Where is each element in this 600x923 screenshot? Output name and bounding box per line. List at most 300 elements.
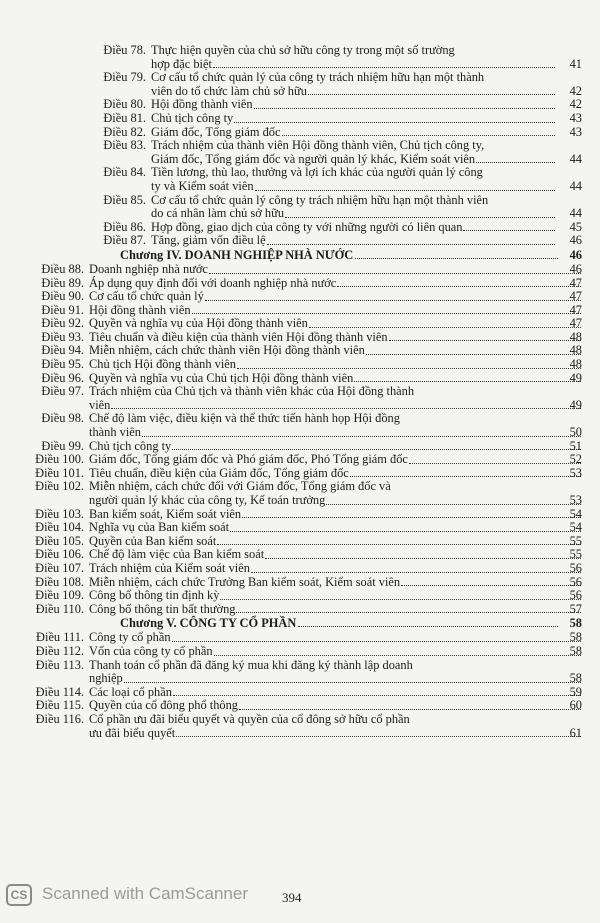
article-page-number: 49: [569, 397, 582, 412]
article-title: [146, 139, 556, 166]
toc-entry: [62, 166, 600, 193]
article-label: Điều 86.: [103, 219, 146, 234]
article-title-line: [89, 535, 582, 549]
article-label: Điều 79.: [103, 70, 146, 85]
article-label: Điều 88.: [41, 261, 84, 276]
chapter-title: Chương IV. DOANH NGHIỆP NHÀ NƯỚC: [120, 247, 354, 262]
article-label: Điều 102.: [35, 479, 84, 494]
article-label: Điều 95.: [41, 357, 84, 372]
article-title: [146, 221, 556, 235]
article-title-line: [151, 139, 556, 153]
article-title: [146, 194, 556, 221]
article-title-line: [89, 372, 582, 386]
article-title-line: [89, 699, 582, 713]
article-title-text: Hợp đồng, giao dịch của công ty với những người có liên quan: [151, 219, 463, 234]
article-title-text: Ban kiểm soát, Kiểm soát viên: [89, 506, 242, 521]
article-title: [146, 126, 556, 140]
table-of-contents: [0, 44, 600, 740]
article-title: [84, 304, 582, 318]
article-title-text: người quản lý khác của công ty, Kế toán trưởng: [89, 493, 326, 507]
toc-chapter-heading: [120, 248, 582, 263]
article-title: [84, 686, 582, 700]
article-title: [84, 659, 582, 686]
dot-leader: [285, 207, 555, 218]
article-page-number: 41: [569, 56, 582, 71]
article-label: Điều 87.: [103, 233, 146, 248]
article-label: Điều 85.: [103, 192, 146, 207]
article-title-line: [151, 153, 556, 167]
article-title-text: Quyền của Ban kiểm soát: [89, 533, 217, 548]
article-title: [84, 713, 582, 740]
article-label: Điều 109.: [35, 588, 84, 603]
article-title-text: Thực hiện quyền của chủ sở hữu công ty trong một số trường: [151, 43, 455, 57]
scanner-watermark: Scanned with CamScanner: [42, 884, 249, 903]
article-page-number: 42: [569, 97, 582, 112]
toc-chapter-heading: [120, 616, 582, 631]
article-label: Điều 107.: [35, 560, 84, 575]
article-page-number: 56: [569, 574, 582, 589]
dot-leader: [213, 58, 555, 69]
article-title-text: Trách nhiệm của Kiểm soát viên: [89, 560, 250, 575]
dot-leader: [251, 562, 581, 573]
article-page-number: 59: [569, 684, 582, 699]
article-label: Điều 115.: [35, 698, 84, 713]
article-page-number: 51: [569, 438, 582, 453]
dot-leader: [217, 535, 581, 546]
article-title-text: ưu đãi biểu quyết: [89, 725, 176, 740]
article-title-line: [89, 467, 582, 481]
article-title-line: [89, 304, 582, 318]
toc-entry: [0, 453, 600, 467]
article-label: Điều 106.: [35, 547, 84, 562]
toc-entry: [0, 645, 600, 659]
article-title-text: Miễn nhiệm, cách chức thành viên Hội đồng thành viên: [89, 343, 365, 358]
article-title-line: [89, 358, 582, 372]
toc-entry: [0, 304, 600, 318]
article-page-number: 56: [569, 560, 582, 575]
toc-entry: [0, 331, 600, 345]
article-page-number: 47: [569, 289, 582, 304]
dot-leader: [173, 686, 581, 697]
article-title-text: Áp dụng quy định đối với doanh nghiệp nhà nước: [89, 275, 337, 290]
toc-entry: [0, 548, 600, 562]
dot-leader: [234, 112, 555, 123]
toc-entry: [62, 221, 600, 235]
dot-leader: [172, 440, 581, 451]
article-page-number: 44: [569, 178, 582, 193]
dot-leader: [209, 263, 581, 274]
article-title-text: Trách nhiệm của thành viên Hội đồng thành viên, Chủ tịch công ty,: [151, 138, 485, 153]
dot-leader: [239, 699, 581, 710]
toc-entry: [0, 713, 600, 740]
article-title-line: [151, 166, 556, 180]
article-label: Điều 104.: [35, 520, 84, 535]
article-page-number: 46: [569, 233, 582, 248]
toc-entry: [0, 699, 600, 713]
article-label: Điều 78.: [103, 43, 146, 57]
article-title-text: Chế độ làm việc của Ban kiểm soát: [89, 547, 265, 562]
article-page-number: 60: [569, 698, 582, 713]
article-title: [84, 645, 582, 659]
article-page-number: 53: [569, 465, 582, 480]
article-title-text: Quyền và nghĩa vụ của Chủ tịch Hội đồng thành viên: [89, 370, 354, 385]
article-title-line: [89, 576, 582, 590]
article-title: [84, 453, 582, 467]
toc-entry: [0, 686, 600, 700]
article-title-text: Chủ tịch công ty: [151, 110, 234, 125]
article-title: [84, 535, 582, 549]
article-title: [84, 699, 582, 713]
article-title-text: Công bố thông tin định kỳ: [89, 588, 220, 603]
article-label: Điều 94.: [41, 343, 84, 358]
toc-entry: [62, 139, 600, 166]
article-title-line: [89, 603, 582, 617]
article-title-line: [89, 727, 582, 741]
article-title-text: Công bố thông tin bất thường: [89, 601, 236, 616]
article-title: [84, 521, 582, 535]
article-title-line: [151, 194, 556, 208]
article-title-text: Giám đốc, Tổng giám đốc: [151, 124, 281, 139]
article-title: [84, 317, 582, 331]
dot-leader: [366, 344, 581, 355]
article-title-text: Cơ cấu tổ chức quản lý của công ty trách nhiệm hữu hạn một thành: [151, 70, 485, 85]
article-title-text: Miễn nhiệm, cách chức đối với Giám đốc, Tổng giám đốc và: [89, 479, 391, 494]
dot-leader: [282, 126, 555, 137]
article-page-number: 54: [569, 520, 582, 535]
article-title-line: [151, 44, 556, 58]
article-label: Điều 93.: [41, 329, 84, 344]
dot-leader: [176, 727, 581, 738]
article-title: [84, 480, 582, 507]
dot-leader: [214, 645, 581, 656]
article-title-text: Giám đốc, Tổng giám đốc và Phó giám đốc, Phó Tổng giám đốc: [89, 452, 408, 467]
toc-entry: [0, 467, 600, 481]
toc-entry: [0, 358, 600, 372]
article-title-text: Hội đồng thành viên: [89, 302, 191, 317]
article-title-line: [89, 277, 582, 291]
dot-leader: [255, 180, 555, 191]
article-label: Điều 92.: [41, 316, 84, 331]
dot-leader: [172, 631, 581, 642]
toc-entry: [62, 112, 600, 126]
article-title-line: [89, 672, 582, 686]
article-label: Điều 97.: [41, 384, 84, 399]
article-title: [146, 112, 556, 126]
article-label: Điều 111.: [36, 630, 84, 645]
dot-leader: [237, 358, 581, 369]
article-title-text: nghiệp: [89, 671, 123, 686]
article-page-number: 47: [569, 316, 582, 331]
article-title-line: [151, 112, 556, 126]
article-page-number: 42: [569, 83, 582, 98]
article-title-text: Thanh toán cổ phần đã đăng ký mua khi đăng ký thành lập doanh: [89, 657, 413, 672]
article-title: [146, 234, 556, 248]
article-page-number: 50: [569, 425, 582, 440]
article-title-line: [89, 521, 582, 535]
article-title-line: [151, 71, 556, 85]
article-page-number: 53: [569, 493, 582, 507]
article-title-text: Cơ cấu tổ chức quản lý công ty trách nhiệm hữu hạn một thành viên: [151, 192, 489, 207]
article-page-number: 55: [569, 533, 582, 548]
article-label: Điều 84.: [103, 165, 146, 180]
article-label: Điều 81.: [103, 110, 146, 125]
article-title-line: [89, 713, 582, 727]
article-title: [84, 576, 582, 590]
article-title-text: viên do tổ chức làm chủ sở hữu: [151, 83, 307, 98]
article-page-number: 54: [569, 506, 582, 521]
chapter-title: Chương V. CÔNG TY CỔ PHẦN: [120, 616, 297, 631]
article-title-text: Giám đốc, Tổng giám đốc và người quản lý khác, Kiểm soát viên: [151, 151, 476, 166]
page-number: 394: [282, 890, 302, 905]
article-title: [84, 603, 582, 617]
dot-leader: [354, 372, 581, 383]
dot-leader: [254, 98, 555, 109]
article-title-line: [89, 645, 582, 659]
article-title: [84, 548, 582, 562]
article-label: Điều 103.: [35, 506, 84, 521]
article-title-text: Cổ phần ưu đãi biểu quyết và quyền của cổ đông sở hữu cổ phần: [89, 711, 410, 726]
article-title-text: Tiêu chuẩn, điều kiện của Giám đốc, Tổng giám đốc: [89, 465, 349, 480]
article-label: Điều 98.: [41, 411, 84, 426]
toc-entry: [0, 290, 600, 304]
article-label: Điều 99.: [41, 438, 84, 453]
article-title-text: Cơ cấu tổ chức quản lý: [89, 289, 204, 304]
article-title-line: [89, 385, 582, 399]
dot-leader: [220, 589, 581, 600]
article-label: Điều 112.: [35, 643, 84, 658]
toc-entry: [0, 508, 600, 522]
article-label: Điều 80.: [103, 97, 146, 112]
dot-leader: [267, 234, 555, 245]
article-title-text: Vốn của công ty cổ phần: [89, 643, 213, 658]
article-title: [84, 631, 582, 645]
article-page-number: 45: [569, 219, 582, 234]
article-title-line: [89, 412, 582, 426]
article-title-text: Chủ tịch Hội đồng thành viên: [89, 357, 236, 372]
article-page-number: 61: [569, 725, 582, 740]
article-page-number: 55: [569, 547, 582, 562]
article-title: [146, 166, 556, 193]
dot-leader: [350, 467, 581, 478]
article-title-text: Công ty cổ phần: [89, 630, 171, 645]
article-title-line: [151, 126, 556, 140]
article-title-line: [89, 263, 582, 277]
article-title-text: Hội đồng thành viên: [151, 97, 253, 112]
toc-entry: [62, 126, 600, 140]
dot-leader: [355, 248, 558, 259]
article-page-number: 44: [569, 151, 582, 166]
toc-entry: [0, 440, 600, 454]
article-title-line: [89, 494, 582, 508]
article-title-text: Tăng, giảm vốn điều lệ: [151, 233, 266, 248]
toc-entry: [0, 562, 600, 576]
dot-leader: [142, 426, 581, 437]
article-title: [84, 344, 582, 358]
article-label: Điều 113.: [35, 657, 84, 672]
article-title-line: [89, 686, 582, 700]
article-title-line: [151, 58, 556, 72]
dot-leader: [265, 548, 581, 559]
toc-entry: [0, 412, 600, 439]
article-title-line: [89, 659, 582, 673]
article-title-text: hợp đặc biệt: [151, 56, 212, 71]
article-page-number: 47: [569, 275, 582, 290]
article-title: [84, 372, 582, 386]
article-title-line: [89, 453, 582, 467]
article-title: [84, 467, 582, 481]
article-title: [146, 44, 556, 71]
article-title: [84, 290, 582, 304]
article-page-number: 44: [569, 206, 582, 221]
article-page-number: 57: [569, 601, 582, 616]
toc-entry: [0, 385, 600, 412]
article-title-line: [89, 631, 582, 645]
article-label: Điều 110.: [35, 601, 84, 616]
article-title-text: Chủ tịch công ty: [89, 438, 172, 453]
dot-leader: [463, 221, 555, 232]
article-title: [146, 71, 556, 98]
chapter-page-number: 46: [569, 247, 582, 262]
dot-leader: [298, 616, 558, 627]
toc-entry: [0, 317, 600, 331]
toc-entry: [62, 98, 600, 112]
article-title-line: [89, 344, 582, 358]
article-title-text: do cá nhân làm chủ sở hữu: [151, 206, 285, 221]
toc-entry: [0, 535, 600, 549]
article-label: Điều 101.: [35, 465, 84, 480]
dot-leader: [192, 304, 581, 315]
dot-leader: [242, 508, 581, 519]
toc-entry: [0, 263, 600, 277]
dot-leader: [401, 576, 581, 587]
footer: [0, 878, 600, 923]
article-title-text: viên: [89, 397, 111, 412]
toc-entry: [62, 194, 600, 221]
dot-leader: [111, 399, 581, 410]
dot-leader: [389, 331, 581, 342]
article-label: Điều 105.: [35, 533, 84, 548]
dot-leader: [205, 290, 581, 301]
article-title: [84, 358, 582, 372]
article-title-line: [151, 221, 556, 235]
article-title-line: [89, 508, 582, 522]
article-title-line: [89, 440, 582, 454]
article-page-number: 48: [569, 357, 582, 372]
article-page-number: 48: [569, 343, 582, 358]
toc-entry: [62, 234, 600, 248]
article-label: Điều 82.: [103, 124, 146, 139]
article-title-text: ty và Kiểm soát viên: [151, 178, 254, 193]
camscanner-logo-icon: CS: [6, 884, 32, 906]
article-title-line: [89, 548, 582, 562]
article-title-text: Tiêu chuẩn và điều kiện của thành viên Hội đồng thành viên: [89, 329, 388, 344]
toc-entry: [0, 631, 600, 645]
chapter-page-number: 58: [569, 616, 582, 631]
article-page-number: 48: [569, 329, 582, 344]
article-page-number: 47: [569, 302, 582, 317]
article-label: Điều 100.: [35, 452, 84, 467]
article-title: [84, 508, 582, 522]
article-title-text: thành viên: [89, 425, 141, 440]
article-page-number: 58: [569, 671, 582, 686]
article-title-line: [89, 589, 582, 603]
article-title-line: [151, 85, 556, 99]
toc-entry: [0, 589, 600, 603]
dot-leader: [236, 603, 581, 614]
article-title-text: Chế độ làm việc, điều kiện và thể thức tiến hành họp Hội đồng: [89, 411, 400, 426]
article-title-line: [89, 290, 582, 304]
dot-leader: [337, 277, 581, 288]
toc-entry: [62, 44, 600, 71]
article-title: [84, 331, 582, 345]
toc-entry: [0, 603, 600, 617]
article-label: Điều 89.: [41, 275, 84, 290]
toc-entry: [0, 521, 600, 535]
article-page-number: 43: [569, 124, 582, 139]
toc-entry: [0, 344, 600, 358]
article-page-number: 43: [569, 110, 582, 125]
article-label: Điều 114.: [35, 684, 84, 699]
article-title: [146, 98, 556, 112]
article-page-number: 52: [569, 452, 582, 467]
article-title-line: [151, 207, 556, 221]
toc-entry: [0, 277, 600, 291]
article-title-text: Quyền và nghĩa vụ của Hội đồng thành viên: [89, 316, 308, 331]
dot-leader: [326, 494, 581, 505]
article-title-text: Nghĩa vụ của Ban kiểm soát: [89, 520, 230, 535]
article-title-text: Trách nhiệm của Chủ tịch và thành viên khác của Hội đồng thành: [89, 384, 415, 399]
dot-leader: [308, 85, 555, 96]
article-title-text: Quyền của cổ đông phổ thông: [89, 698, 239, 713]
article-page-number: 56: [569, 588, 582, 603]
article-page-number: 46: [569, 261, 582, 276]
toc-entry: [0, 659, 600, 686]
dot-leader: [476, 153, 555, 164]
article-title-text: Miễn nhiệm, cách chức Trưởng Ban kiểm soát, Kiểm soát viên: [89, 574, 401, 589]
article-page-number: 58: [569, 630, 582, 645]
dot-leader: [409, 453, 581, 464]
article-title: [84, 589, 582, 603]
article-label: Điều 108.: [35, 574, 84, 589]
article-title-text: Doanh nghiệp nhà nước: [89, 261, 208, 276]
toc-entry: [0, 480, 600, 507]
article-label: Điều 91.: [41, 302, 84, 317]
article-title: [84, 440, 582, 454]
article-title: [84, 412, 582, 439]
article-title-line: [89, 331, 582, 345]
article-page-number: 49: [569, 370, 582, 385]
toc-entry: [62, 71, 600, 98]
dot-leader: [309, 317, 581, 328]
article-page-number: 58: [569, 643, 582, 658]
article-label: Điều 83.: [103, 138, 146, 153]
dot-leader: [124, 672, 581, 683]
article-title-text: Tiền lương, thù lao, thưởng và lợi ích khác của người quản lý công: [151, 165, 483, 180]
article-title-line: [89, 480, 582, 494]
article-title-line: [151, 234, 556, 248]
article-title-line: [89, 399, 582, 413]
article-title: [84, 263, 582, 277]
article-title: [84, 562, 582, 576]
article-title-line: [89, 562, 582, 576]
dot-leader: [230, 521, 581, 532]
article-title-text: Các loại cổ phần: [89, 684, 172, 699]
article-label: Điều 90.: [41, 289, 84, 304]
article-title: [84, 385, 582, 412]
toc-entry: [0, 576, 600, 590]
article-title-line: [151, 180, 556, 194]
article-label: Điều 96.: [41, 370, 84, 385]
